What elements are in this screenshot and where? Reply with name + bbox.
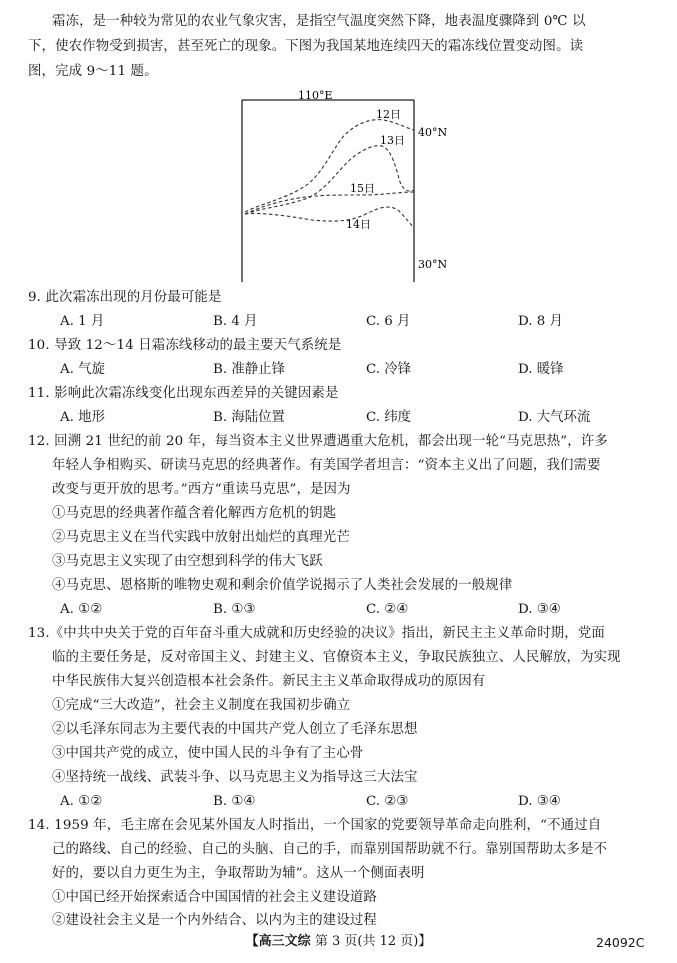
footer-page-number: 第 3 页(共 12 页)】	[314, 934, 432, 949]
frost-line-map	[232, 86, 448, 282]
q13-option-b: B. ①④	[213, 794, 256, 809]
frost-curve-14	[245, 207, 414, 228]
question-14-stem-line-3: 好的，要以自力更生为主，争取帮助为辅”。这从一个侧面表明	[52, 866, 425, 881]
q14-item-2: ②建设社会主义是一个内外结合、以内为主的建设过程	[52, 913, 377, 928]
q13-item-4: ④坚持统一战线、武装斗争、以马克思主义为指导这三大法宝	[52, 770, 418, 785]
q13-option-a: A. ①②	[60, 794, 103, 809]
curve-label-15: 15日	[350, 182, 375, 195]
question-12-stem-line-2: 年轻人争相购买、研读马克思的经典著作。有美国学者坦言：“资本主义出了问题，我们需要	[52, 458, 601, 473]
question-14-stem-line-2: 己的路线、自己的经验、自己的头脑、自己的手，而靠别国帮助就不行。靠别国帮助太多是不	[52, 842, 608, 857]
q14-item-1: ①中国已经开始探索适合中国国情的社会主义建设道路	[52, 890, 377, 905]
q10-option-b: B. 准静止锋	[213, 362, 285, 377]
longitude-label: 110°E	[298, 89, 333, 102]
q10-option-d: D. 暖锋	[518, 362, 564, 377]
footer-exam-code: 24092C	[596, 935, 645, 950]
curve-label-14: 14日	[346, 218, 371, 231]
question-14-stem-line-1: 14. 1959 年，毛主席在会见某外国友人时指出，一个国家的党要领导革命走向胜利，“不通过自	[28, 818, 602, 833]
frost-curve-15	[245, 192, 414, 214]
intro-line-1: 霜冻，是一种较为常见的农业气象灾害，是指空气温度突然下降，地表温度骤降到 0℃ 以	[52, 14, 586, 29]
q12-option-c: C. ②④	[366, 602, 409, 617]
q12-item-2: ②马克思主义在当代实践中放射出灿烂的真理光芒	[52, 530, 350, 545]
q13-option-d: D. ③④	[518, 794, 561, 809]
q13-item-3: ③中国共产党的成立，使中国人民的斗争有了主心骨	[52, 746, 364, 761]
q13-item-1: ①完成“三大改造”，社会主义制度在我国初步确立	[52, 698, 351, 713]
map-frame	[242, 100, 414, 282]
footer-subject: 【高三文综	[245, 934, 311, 949]
question-11-stem: 11. 影响此次霜冻线变化出现东西差异的关键因素是	[28, 386, 339, 401]
q13-option-c: C. ②③	[366, 794, 409, 809]
question-10-stem: 10. 导致 12～14 日霜冻线移动的最主要天气系统是	[28, 338, 342, 353]
q11-option-a: A. 地形	[60, 410, 105, 425]
q9-option-a: A. 1 月	[60, 314, 105, 329]
question-12-stem-line-1: 12. 回溯 21 世纪的前 20 年，每当资本主义世界遭遇重大危机，都会出现一轮“马克思热”，许多	[28, 434, 608, 449]
latitude-label-40n: 40°N	[418, 126, 448, 139]
q11-option-b: B. 海陆位置	[213, 410, 285, 425]
q9-option-c: C. 6 月	[366, 314, 411, 329]
curve-label-12: 12日	[376, 108, 401, 121]
q9-option-d: D. 8 月	[518, 314, 563, 329]
q12-item-3: ③马克思主义实现了由空想到科学的伟大飞跃	[52, 554, 323, 569]
q12-option-b: B. ①③	[213, 602, 256, 617]
latitude-label-30n: 30°N	[418, 258, 448, 271]
curve-label-13: 13日	[380, 134, 405, 147]
q12-option-a: A. ①②	[60, 602, 103, 617]
frost-curve-13	[245, 146, 414, 214]
intro-line-3: 图，完成 9～11 题。	[28, 64, 158, 79]
q11-option-d: D. 大气环流	[518, 410, 591, 425]
q9-option-b: B. 4 月	[213, 314, 258, 329]
page-footer	[0, 933, 677, 951]
q12-option-d: D. ③④	[518, 602, 561, 617]
q12-item-1: ①马克思的经典著作蕴含着化解西方危机的钥匙	[52, 506, 337, 521]
question-9-stem: 9. 此次霜冻出现的月份最可能是	[28, 290, 222, 305]
intro-line-2: 下，使农作物受到损害，甚至死亡的现象。下图为我国某地连续四天的霜冻线位置变动图。读	[28, 39, 584, 54]
q13-item-2: ②以毛泽东同志为主要代表的中国共产党人创立了毛泽东思想	[52, 722, 418, 737]
q12-item-4: ④马克思、恩格斯的唯物史观和剩余价值学说揭示了人类社会发展的一般规律	[52, 578, 513, 593]
question-12-stem-line-3: 改变与更开放的思考。”西方“重读马克思”，是因为	[52, 482, 351, 497]
q11-option-c: C. 纬度	[366, 410, 412, 425]
q10-option-a: A. 气旋	[60, 362, 105, 377]
q10-option-c: C. 冷锋	[366, 362, 412, 377]
question-13-stem-line-2: 临的主要任务是，反对帝国主义、封建主义、官僚资本主义，争取民族独立、人民解放，为实现	[52, 650, 621, 665]
question-13-stem-line-1: 13.《中共中央关于党的百年奋斗重大成就和历史经验的决议》指出，新民主主义革命时期，党面	[28, 626, 605, 641]
question-13-stem-line-3: 中华民族伟大复兴创造根本社会条件。新民主主义革命取得成功的原因有	[52, 674, 486, 689]
